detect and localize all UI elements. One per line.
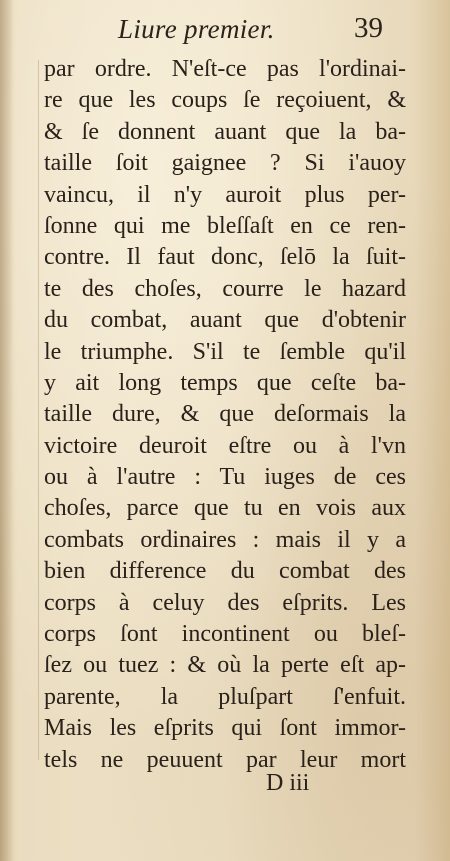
text-line: ſonne qui me bleſſaſt en ce ren- [44,212,406,239]
text-line: y ait long temps que ceſte ba- [44,369,406,396]
text-line: re que les coups ſe reçoiuent, & [44,87,406,114]
text-line: du combat, auant que d'obtenir [44,307,406,334]
text-line: vaincu, il n'y auroit plus per- [44,181,406,208]
text-line: corps à celuy des eſprits. Les [44,589,406,616]
page-fold-line [38,60,39,760]
signature-mark: D iii [266,770,310,796]
body-text [44,54,406,776]
text-line: taille ſoit gaignee ? Si i'auoy [44,150,406,177]
text-line: ou à l'autre : Tu iuges de ces [44,464,406,491]
text-line: le triumphe. S'il te ſemble qu'il [44,338,406,365]
text-line: Mais les eſprits qui ſont immor- [44,715,406,742]
text-line: victoire deuroit eſtre ou à l'vn [44,432,406,459]
text-line: bien difference du combat des [44,558,406,585]
running-head [0,8,450,48]
text-line: parente, la pluſpart ſ'enfuit. [44,683,406,710]
page-number: 39 [354,12,383,44]
text-line: corps ſont incontinent ou bleſ- [44,621,406,648]
text-line: contre. Il faut donc, ſelō la ſuit- [44,244,406,271]
text-line: par ordre. N'eſt-ce pas l'ordinai- [44,56,406,82]
text-line: combats ordinaires : mais il y a [44,526,406,553]
text-line: te des choſes, courre le hazard [44,275,406,302]
text-line: choſes, parce que tu en vois aux [44,495,406,522]
text-line: tels ne peuuent par leur mort [44,746,406,773]
gutter-shadow [0,0,14,861]
text-line: taille dure, & que deſormais la [44,401,406,428]
running-head-title: Liure premier. [118,14,275,44]
text-line: & ſe donnent auant que la ba- [44,118,406,145]
text-line: ſez ou tuez : & où la perte eſt ap- [44,652,406,679]
